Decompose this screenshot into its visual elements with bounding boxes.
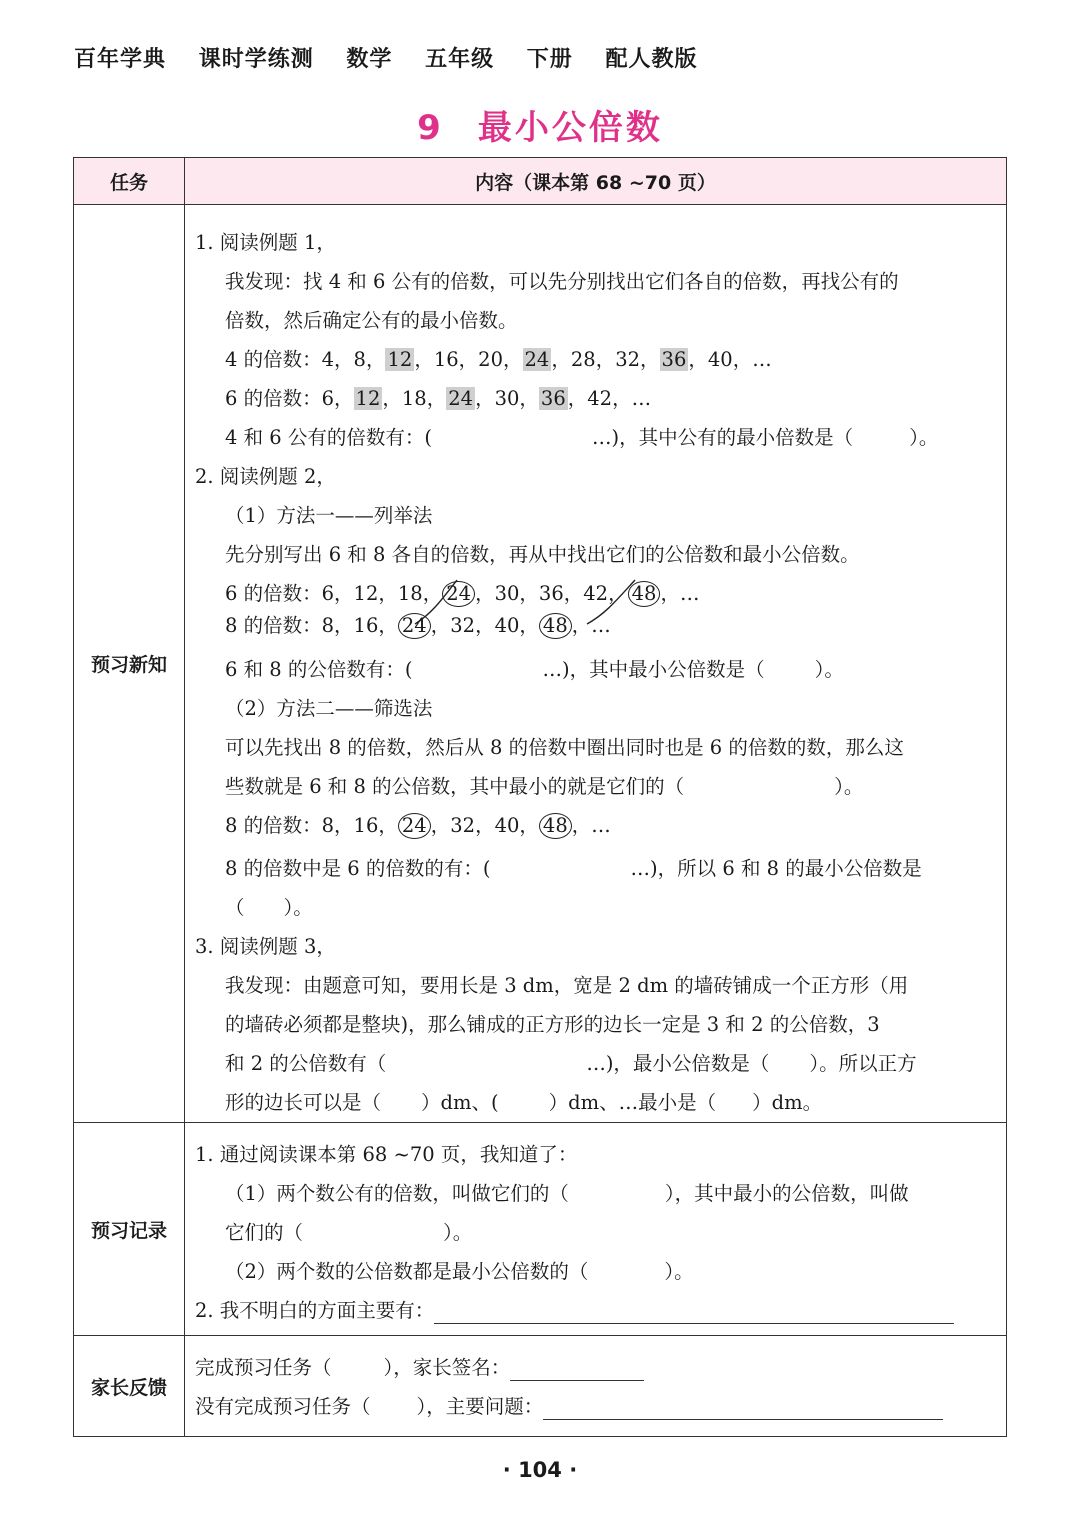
blank-prompt: ）。 — [814, 658, 844, 681]
q2-method1: （1）方法一——列举法 — [225, 504, 433, 527]
record-q2 — [195, 1291, 996, 1330]
list-item: … — [591, 814, 611, 837]
blank-prompt: ）。 — [834, 775, 864, 798]
feedback-label: 家长反馈 — [74, 1336, 185, 1437]
list-item: … — [591, 614, 611, 637]
circled-multiple: 48 — [628, 581, 661, 607]
q2-multiples-8-filter: 8 的倍数：8，16， 24 ，32，40， 48 ，… — [225, 814, 611, 837]
blank-prompt: ）dm、…最小是（ — [548, 1091, 717, 1114]
blank-prompt: ）。 — [909, 426, 939, 449]
multiples-8-label: 8 的倍数： — [225, 614, 322, 637]
blank-prompt: 些数就是 6 和 8 的公倍数，其中最小的就是它们的（ — [225, 775, 685, 798]
q3-line-2: 的墙砖必须都是整块)，那么铺成的正方形的边长一定是 3 和 2 的公倍数，3 — [225, 1013, 880, 1036]
list-item: 4 — [321, 348, 335, 371]
blank-prompt: 形的边长可以是（ — [225, 1091, 382, 1114]
list-item: 36 — [538, 582, 564, 605]
list-item: 8 — [321, 614, 335, 637]
list-item: 18 — [397, 582, 423, 605]
q1-multiples-6: 6 的倍数：6， 12 ，18， 24 ，30， 36 ，42，… — [225, 387, 652, 410]
table-header-row — [74, 158, 1007, 205]
record-q1: 1. 通过阅读课本第 68 ~70 页，我知道了： — [195, 1143, 578, 1166]
list-item: 18 — [401, 387, 427, 410]
q2-multiples-8: 8 的倍数：8，16， 24 ，32，40， 48 ，… — [225, 614, 611, 637]
q1-common-multiples — [195, 418, 996, 457]
blank-prompt: 完成预习任务（ — [195, 1356, 332, 1379]
q3-line-1: 我发现：由题意可知，要用长是 3 dm，宽是 2 dm 的墙砖铺成一个正方形（用 — [225, 974, 909, 997]
feedback-line-2 — [195, 1387, 996, 1426]
q2-method1-desc: 先分别写出 6 和 8 各自的倍数，再从中找出它们的公倍数和最小公倍数。 — [225, 543, 860, 566]
list-item: 40 — [494, 814, 520, 837]
preview-row — [74, 205, 1007, 1123]
list-item: 12 — [353, 582, 379, 605]
list-item: 8 — [353, 348, 366, 371]
q1-title: 1. 阅读例题 1， — [195, 231, 336, 254]
blank-prompt: ）。所以正方 — [809, 1052, 917, 1075]
highlighted-multiple: 36 — [661, 348, 687, 371]
highlighted-multiple: 12 — [387, 348, 413, 371]
circled-multiple: 48 — [539, 613, 572, 639]
blank-prompt: ）。 — [664, 1260, 694, 1283]
header-grade: 五年级 — [425, 47, 495, 72]
list-item: 32 — [450, 614, 476, 637]
record-label: 预习记录 — [74, 1123, 185, 1336]
record-q1a-line1 — [195, 1174, 996, 1213]
record-content — [185, 1123, 1007, 1336]
q2-method2-desc-1: 可以先找出 8 的倍数，然后从 8 的倍数中圈出同时也是 6 的倍数的数，那么这 — [225, 736, 904, 759]
list-item: 42 — [587, 387, 613, 410]
blank-prompt: …)，最小公倍数是（ — [586, 1052, 770, 1075]
feedback-row — [74, 1336, 1007, 1437]
blank-prompt: ）dm、( — [421, 1091, 499, 1114]
q1-discover-2: 倍数，然后确定公有的最小倍数。 — [225, 309, 518, 332]
circled-multiple: 48 — [539, 813, 572, 839]
highlighted-multiple: 12 — [355, 387, 381, 410]
blank-prompt: …)，所以 6 和 8 的最小公倍数是 — [630, 857, 922, 880]
list-item: 20 — [478, 348, 503, 371]
blank-prompt: （1）两个数公有的倍数，叫做它们的（ — [225, 1182, 569, 1205]
answer-line[interactable] — [434, 1299, 954, 1324]
header-edition: 配人教版 — [605, 47, 698, 72]
list-item: 30 — [494, 582, 520, 605]
book-header — [74, 42, 721, 73]
preview-content — [185, 205, 1007, 1123]
header-subject: 数学 — [346, 47, 393, 72]
blank-prompt: …)，其中公有的最小倍数是（ — [592, 426, 854, 449]
blank-prompt: ）dm。 — [752, 1091, 823, 1114]
list-item: 40 — [494, 614, 520, 637]
record-q1a-line2 — [195, 1213, 996, 1252]
lesson-name: 最小公倍数 — [477, 108, 663, 148]
worksheet-table — [73, 157, 1007, 1437]
q3-line-4 — [195, 1083, 996, 1122]
multiples-6-label: 6 的倍数： — [225, 582, 322, 605]
blank-prompt: 和 2 的公倍数有（ — [225, 1052, 387, 1075]
blank-prompt: ），其中最小的公倍数，叫做 — [664, 1182, 909, 1205]
list-item: 32 — [450, 814, 476, 837]
list-item: 6 — [321, 582, 335, 605]
highlighted-multiple: 36 — [540, 387, 566, 410]
header-content: 内容（课本第 68 ~70 页） — [185, 158, 1007, 205]
preview-label: 预习新知 — [74, 205, 185, 1123]
blank-prompt: ），家长签名： — [383, 1356, 511, 1379]
list-item: 16 — [353, 814, 379, 837]
blank-prompt: 8 的倍数中是 6 的倍数的有：( — [225, 857, 491, 880]
q1-multiples-4: 4 的倍数：4，8， 12 ，16，20， 24 ，28，32， 36 ，40，… — [225, 348, 772, 371]
list-item: 16 — [433, 348, 459, 371]
blank-prompt: …)，其中最小公倍数是（ — [542, 658, 765, 681]
list-item: 16 — [353, 614, 379, 637]
q2-multiples-6: 6 的倍数：6，12，18， 24 ，30，36，42， 48 ，… — [195, 578, 996, 610]
blank-prompt: ），主要问题： — [416, 1395, 544, 1418]
blank-prompt: 它们的（ — [225, 1221, 304, 1244]
lesson-number: 9 — [417, 108, 444, 148]
multiples-8-label: 8 的倍数： — [225, 814, 322, 837]
q2-common-multiples — [195, 650, 996, 689]
list-item: 28 — [570, 348, 596, 371]
feedback-line-1 — [195, 1348, 996, 1387]
list-item: 6 — [321, 387, 335, 410]
blank-prompt: 6 和 8 的公倍数有：( — [225, 658, 413, 681]
multiples-4-label: 4 的倍数： — [225, 348, 322, 371]
header-task: 任务 — [74, 158, 185, 205]
list-item: … — [631, 387, 652, 410]
blank-prompt: 4 和 6 公有的倍数有：( — [225, 426, 433, 449]
q2-title: 2. 阅读例题 2， — [195, 465, 336, 488]
q3-title: 3. 阅读例题 3， — [195, 935, 336, 958]
blank-prompt: （2）两个数的公倍数都是最小公倍数的（ — [225, 1260, 589, 1283]
list-item: … — [752, 348, 772, 371]
lesson-title — [0, 100, 1080, 149]
multiples-6-label: 6 的倍数： — [225, 387, 322, 410]
blank-prompt: 2. 我不明白的方面主要有： — [195, 1299, 435, 1322]
list-item: … — [679, 582, 700, 605]
circled-multiple: 24 — [398, 613, 431, 639]
list-item: 32 — [615, 348, 641, 371]
q3-line-3 — [195, 1044, 996, 1083]
parent-signature-line[interactable] — [510, 1356, 644, 1381]
highlighted-multiple: 24 — [448, 387, 474, 410]
page-number: · 104 · — [502, 1458, 578, 1482]
list-item: 40 — [707, 348, 733, 371]
list-item: 42 — [583, 582, 609, 605]
list-item: 30 — [494, 387, 520, 410]
record-q1b — [195, 1252, 996, 1291]
problem-line[interactable] — [543, 1395, 943, 1420]
q1-discover-1: 我发现：找 4 和 6 公有的倍数，可以先分别找出它们各自的倍数，再找公有的 — [225, 270, 899, 293]
record-row — [74, 1123, 1007, 1336]
q2-method2-desc-2 — [195, 767, 996, 806]
header-series: 百年学典 — [74, 47, 167, 72]
header-book: 课时学练测 — [198, 47, 314, 72]
highlighted-multiple: 24 — [524, 348, 550, 371]
circled-multiple: 24 — [442, 581, 475, 607]
blank-prompt: ）。 — [443, 1221, 473, 1244]
list-item: 8 — [321, 814, 335, 837]
q2-filter-answer[interactable]: （ ）。 — [225, 896, 313, 919]
q2-filter-result — [195, 849, 996, 888]
blank-prompt: 没有完成预习任务（ — [195, 1395, 371, 1418]
header-volume: 下册 — [526, 47, 573, 72]
q2-method2: （2）方法二——筛选法 — [225, 697, 433, 720]
circled-multiple: 24 — [398, 813, 431, 839]
feedback-content — [185, 1336, 1007, 1437]
